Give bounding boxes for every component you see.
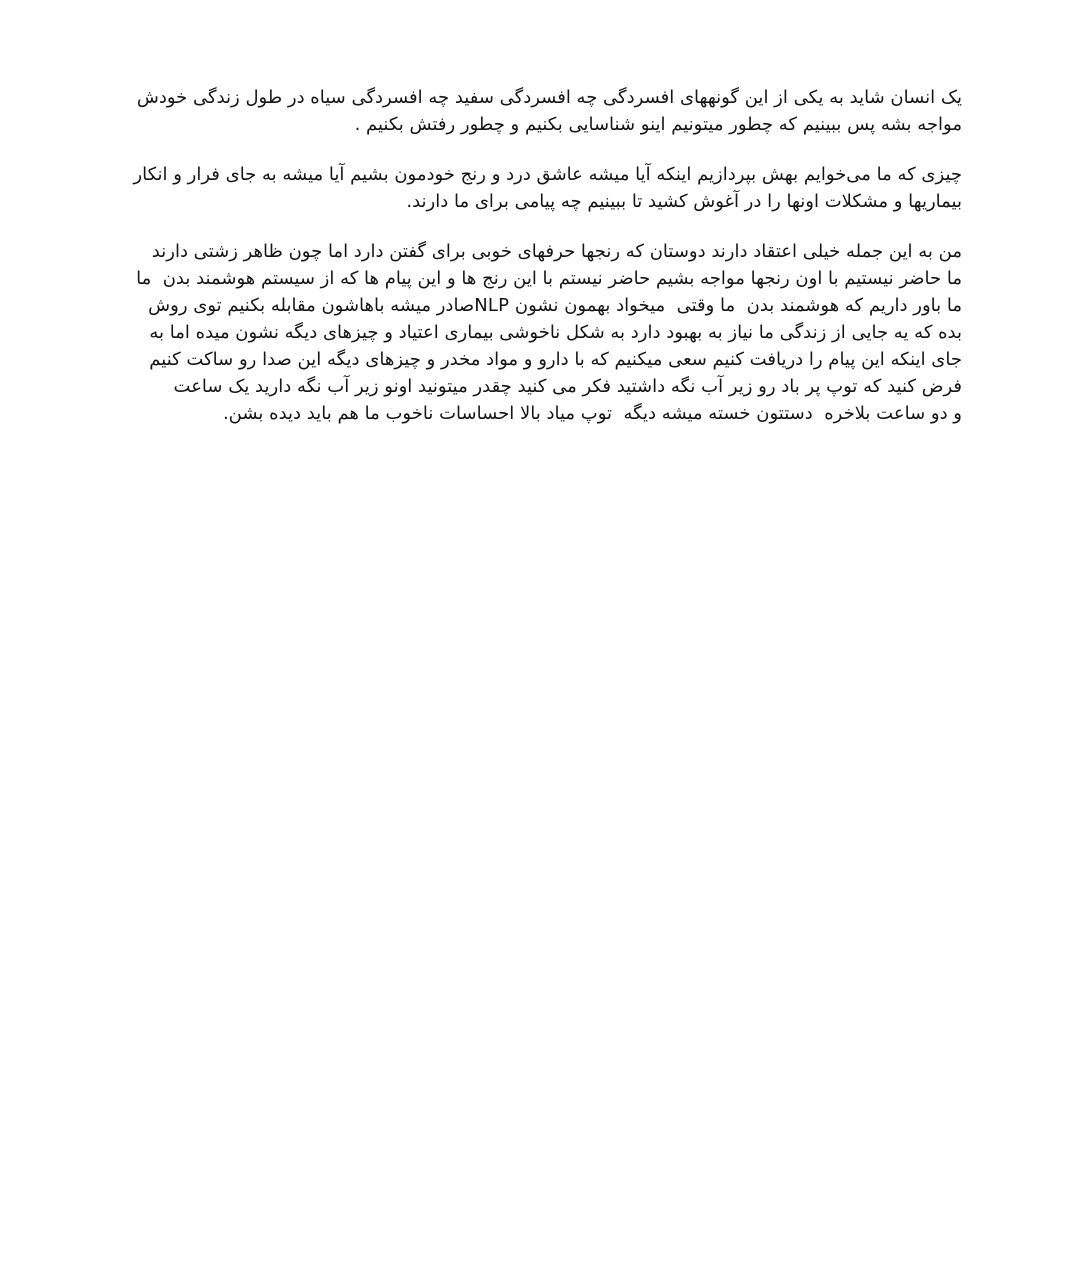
paragraph-3 bbox=[100, 238, 962, 427]
paragraph-3-line-3: ما باور داریم که هوشمند بدن ما وقتی میخواد بهمون نشون NLPصادر میشه باهاشون مقابله بکنیم توی روش bbox=[148, 295, 962, 316]
paragraph-1-line-2: مواجه بشه پس ببینیم که چطور میتونیم اینو شناسایی بکنیم و چطور رفتش بکنیم . bbox=[354, 114, 962, 135]
paragraph-3-line-2: ما حاضر نیستیم با اون رنجها مواجه بشیم حاضر نیستم با این رنج ها و این پیام ها که از سیستم هوشمند بدن ما bbox=[136, 268, 962, 289]
paragraph-1 bbox=[100, 84, 962, 138]
paragraph-3-line-4: بده که یه جایی از زندگی ما نیاز به بهبود دارد به شکل ناخوشی بیماری اعتیاد و چیزهای دیگه نشون میده اما به bbox=[149, 322, 962, 343]
paragraph-3-line-7: و دو ساعت بلاخره دستتون خسته میشه دیگه توپ میاد بالا احساسات ناخوب ما هم باید دیده بشن. bbox=[222, 403, 962, 424]
paragraph-3-line-5: جای اینکه این پیام را دریافت کنیم سعی میکنیم که با دارو و مواد مخدر و چیزهای دیگه این صدا رو ساکت کنیم bbox=[149, 349, 962, 370]
paragraph-2 bbox=[100, 161, 962, 215]
paragraph-3-line-6: فرض کنید که توپ پر باد رو زیر آب نگه داشتید فکر می کنید چقدر میتونید اونو زیر آب نگه دارید یک ساعت bbox=[173, 376, 962, 397]
paragraph-2-line-2: بیماریها و مشکلات اونها را در آغوش کشید تا ببینیم چه پیامی برای ما دارند. bbox=[406, 191, 962, 212]
paragraph-1-line-1: یک انسان شاید به یکی از این گونههای افسردگی چه افسردگی سفید چه افسردگی سیاه در طول زندگی خودش bbox=[136, 87, 962, 108]
paragraph-2-line-1: چیزی که ما می‌خوایم بهش بپردازیم اینکه آیا میشه عاشق درد و رنج خودمون بشیم آیا میشه به جای فرار و انکار bbox=[133, 164, 962, 185]
paragraph-3-line-1: من به این جمله خیلی اعتقاد دارند دوستان که رنجها حرفهای خوبی برای گفتن دارد اما چون ظاهر زشتی دارند bbox=[151, 241, 962, 262]
